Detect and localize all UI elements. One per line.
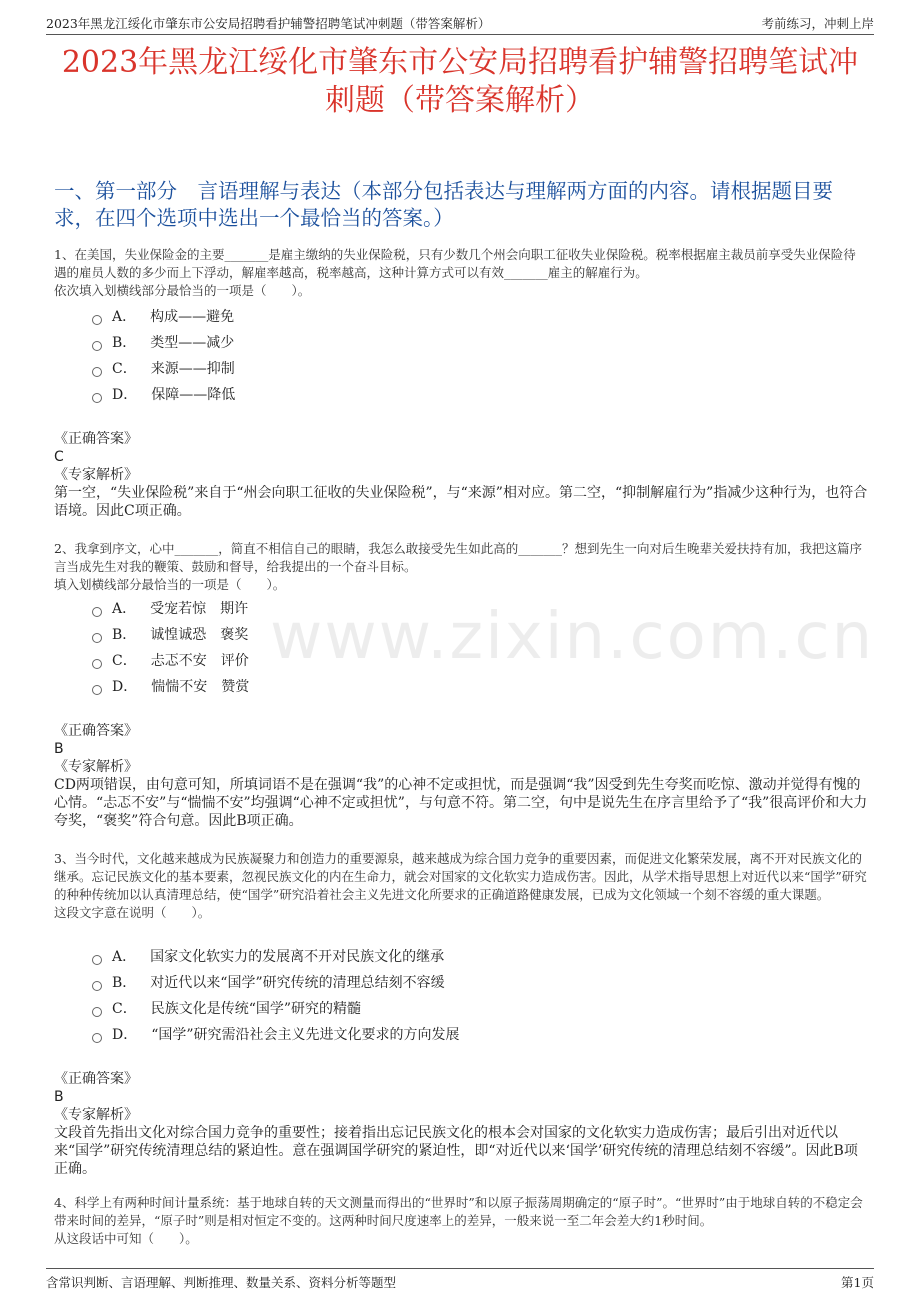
question-2	[54, 540, 868, 594]
radio-icon[interactable]	[92, 685, 102, 695]
option-c[interactable]: C． 民族文化是传统“国学”研究的精髓	[92, 996, 460, 1022]
option-a[interactable]: A． 国家文化软实力的发展离不开对民族文化的继承	[92, 944, 460, 970]
watermark: www.zixin.com.cn	[270, 600, 875, 674]
page-header	[46, 10, 874, 35]
radio-icon[interactable]	[92, 607, 102, 617]
question-1	[54, 246, 868, 300]
radio-icon[interactable]	[92, 659, 102, 669]
answer-label: 《正确答案》	[54, 431, 138, 447]
options-3	[92, 944, 460, 1048]
radio-icon[interactable]	[92, 1007, 102, 1017]
analysis-label: 《专家解析》	[54, 759, 138, 775]
footer-note: 含常识判断、言语理解、判断推理、数量关系、资料分析等题型	[46, 1275, 397, 1290]
header-slogan: 考前练习，冲刺上岸	[761, 16, 874, 31]
header-doc-title: 2023年黑龙江绥化市肇东市公安局招聘看护辅警招聘笔试冲刺题（带答案解析）	[46, 16, 491, 31]
radio-icon[interactable]	[92, 633, 102, 643]
analysis-label: 《专家解析》	[54, 1107, 138, 1123]
radio-icon[interactable]	[92, 315, 102, 325]
question-4	[54, 1194, 868, 1248]
analysis-text: CD两项错误，由句意可知，所填词语不是在强调“我”的心神不定或担忧，而是强调“我”因受到先生夸奖而吃惊、激动并觉得有愧的心情。“忐忑不安”与“惴惴不安”均强调“心神不定或担忧”，与句意不符。第二空，句中是说先生在序言里给予了“我”很高评价和大力夸奖，“褒奖”符合句意。因此B项正确。	[54, 777, 868, 829]
option-c[interactable]: C． 忐忑不安 评价	[92, 648, 249, 674]
question-prompt: 依次填入划横线部分最恰当的一项是（ ）。	[54, 283, 311, 298]
option-b[interactable]: B． 对近代以来“国学”研究传统的清理总结刻不容缓	[92, 970, 460, 996]
radio-icon[interactable]	[92, 393, 102, 403]
page-number: 第1页	[841, 1275, 874, 1290]
question-prompt: 从这段话中可知（ ）。	[54, 1231, 198, 1246]
question-prompt: 这段文字意在说明（ ）。	[54, 905, 211, 920]
radio-icon[interactable]	[92, 955, 102, 965]
question-prompt: 填入划横线部分最恰当的一项是（ ）。	[54, 577, 286, 592]
answer-value: B	[54, 1089, 64, 1105]
option-a[interactable]: A． 构成——避免	[92, 304, 235, 330]
analysis-text: 第一空，“失业保险税”来自于“州会向职工征收的失业保险税”，与“来源”相对应。第二空，“抑制解雇行为”指减少这种行为，也符合语境。因此C项正确。	[54, 485, 868, 519]
question-stem: 3、当今时代，文化越来越成为民族凝聚力和创造力的重要源泉，越来越成为综合国力竞争的重要因素，而促进文化繁荣发展，离不开对民族文化的继承。忘记民族文化的基本要素，忽视民族文化的内在生命力，就会对国家的文化软实力造成伤害。因此，从学术指导思想上对近代以来“国学”研究的种种传统加以认真清理总结，使“国学”研究沿着社会主义先进文化所要求的正确道路健康发展，已成为文化领域一个刻不容缓的重大课题。	[54, 851, 867, 902]
analysis-text: 文段首先指出文化对综合国力竞争的重要性；接着指出忘记民族文化的根本会对国家的文化软实力造成伤害；最后引出对近代以来“国学”研究传统清理总结的紧迫性。意在强调国学研究的紧迫性，即“对近代以来‘国学’研究传统的清理总结刻不容缓”。因此B项正确。	[54, 1125, 858, 1177]
answer-block-1	[54, 430, 868, 520]
option-b[interactable]: B． 诚惶诚恐 褒奖	[92, 622, 249, 648]
options-2	[92, 596, 249, 700]
answer-block-3	[54, 1070, 868, 1178]
answer-value: C	[54, 449, 64, 465]
option-b[interactable]: B． 类型——减少	[92, 330, 235, 356]
option-a[interactable]: A． 受宠若惊 期许	[92, 596, 249, 622]
answer-label: 《正确答案》	[54, 723, 138, 739]
radio-icon[interactable]	[92, 341, 102, 351]
option-d[interactable]: D． 惴惴不安 赞赏	[92, 674, 249, 700]
document-title: 2023年黑龙江绥化市肇东市公安局招聘看护辅警招聘笔试冲刺题（带答案解析）	[61, 45, 859, 118]
radio-icon[interactable]	[92, 981, 102, 991]
radio-icon[interactable]	[92, 367, 102, 377]
options-1	[92, 304, 235, 408]
radio-icon[interactable]	[92, 1033, 102, 1043]
option-d[interactable]: D． 保障——降低	[92, 382, 235, 408]
analysis-label: 《专家解析》	[54, 467, 138, 483]
question-stem: 1、在美国，失业保险金的主要_______是雇主缴纳的失业保险税，只有少数几个州会向职工征收失业保险税。税率根据雇主裁员前享受失业保险待遇的雇员人数的多少而上下浮动，解雇率越高，税率越高，这种计算方式可以有效_______雇主的解雇行为。	[54, 247, 856, 280]
option-c[interactable]: C． 来源——抑制	[92, 356, 235, 382]
option-d[interactable]: D． “国学”研究需沿社会主义先进文化要求的方向发展	[92, 1022, 460, 1048]
answer-label: 《正确答案》	[54, 1071, 138, 1087]
question-stem: 2、我拿到序文，心中_______，简直不相信自己的眼睛，我怎么敢接受先生如此高的_______？想到先生一向对后生晚辈关爱扶持有加，我把这篇序言当成先生对我的鞭策、鼓励和督导，给我提出的一个奋斗目标。	[54, 541, 862, 574]
question-stem: 4、科学上有两种时间计量系统：基于地球自转的天文测量而得出的“世界时”和以原子振荡周期确定的“原子时”。“世界时”由于地球自转的不稳定会带来时间的差异，“原子时”则是相对恒定不变的。这两种时间尺度速率上的差异，一般来说一至二年会差大约1秒时间。	[54, 1195, 863, 1228]
answer-value: B	[54, 741, 64, 757]
answer-block-2	[54, 722, 868, 830]
page-footer	[46, 1268, 874, 1291]
question-3	[54, 850, 868, 922]
section-title: 一、第一部分 言语理解与表达（本部分包括表达与理解两方面的内容。请根据题目要求，在四个选项中选出一个最恰当的答案。）	[54, 179, 833, 230]
